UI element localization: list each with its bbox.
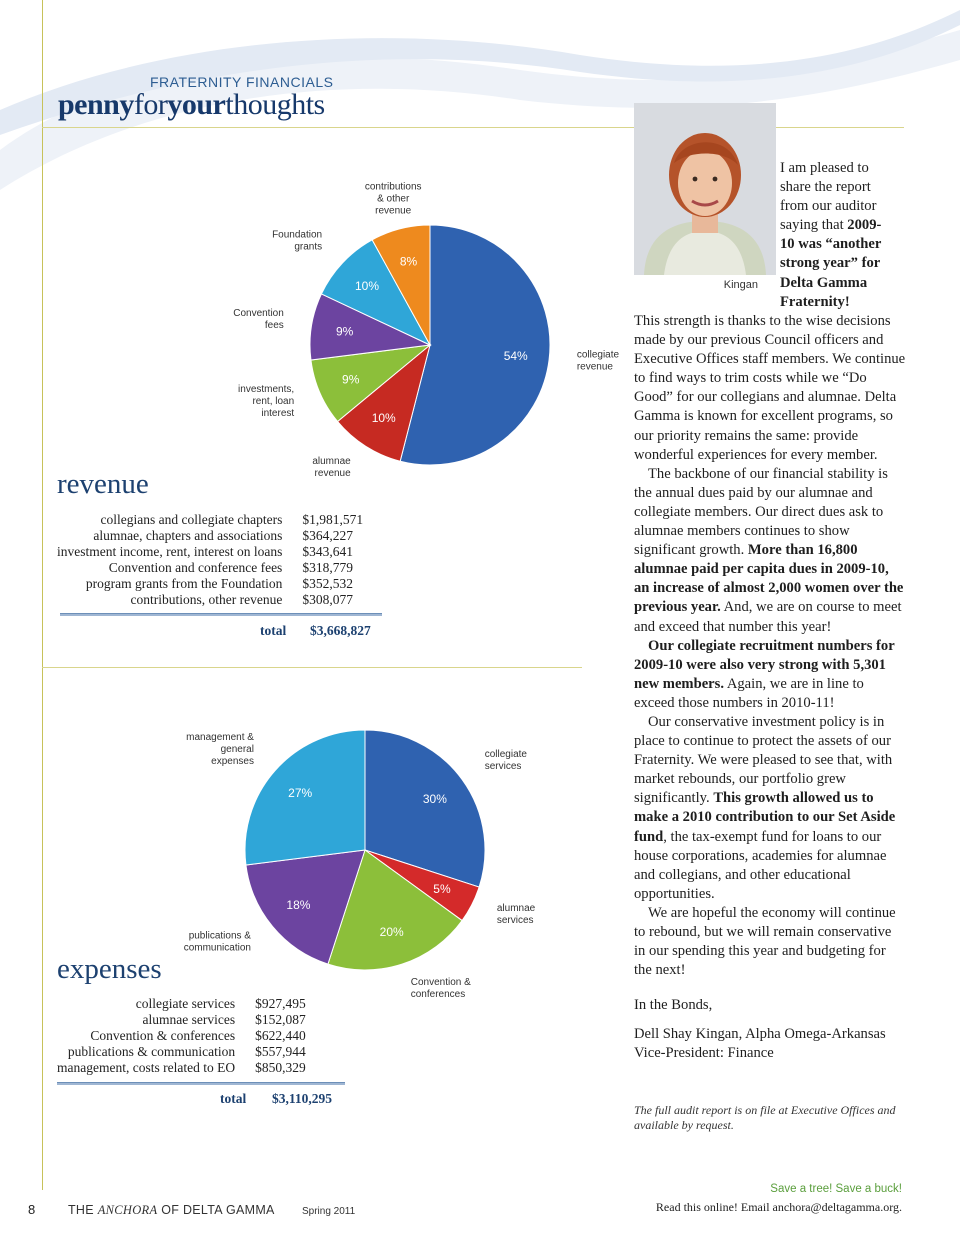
row-value: $364,227 <box>302 528 353 543</box>
letter-paragraph-1: This strength is thanks to the wise decisions made by our previous Council officers and Executive Offices staff members. We continue to find ways to trim costs while we “Do Good” for our collegians and alumnae. Delta Gamma is known for excellent programs, so our priority remains the same: provide wonderful experiences for every member. <box>634 313 906 463</box>
slice-category-label: contributions & other revenue <box>364 181 422 217</box>
revenue-pie-chart <box>200 181 620 495</box>
slice-percent-label: 10% <box>371 410 396 425</box>
audit-note: The full audit report is on file at Executive Offices and available by request. <box>634 1103 896 1132</box>
letter-intro: I am pleased to share the report from our auditor saying that 2009- 10 was “another strong year” for Delta Gamma Fraternity! <box>780 160 882 310</box>
revenue-heading: revenue <box>57 468 149 500</box>
slice-category-label: investments, rent, loan interest <box>238 383 295 419</box>
slice-percent-label: 8% <box>399 254 418 269</box>
section-kicker: FRATERNITY FINANCIALS <box>150 74 334 90</box>
letter-paragraph-2: The backbone of our financial stability is the annual dues paid by our alumnae and collegiate members. Our direct dues ask to alumnae members continues to show significant growth. More than 16,800 alumnae paid per capita dues in 2009-10, an increase of almost 2,000 women over the previous year. And, we are on course to meet and exceed that number this year! <box>634 465 904 635</box>
row-label: Convention and conference fees <box>108 560 283 575</box>
slice-category-label: alumnae revenue <box>312 455 351 479</box>
revenue-pie-svg <box>200 181 620 495</box>
table-row <box>57 996 306 1012</box>
page-title: pennyforyourthoughts <box>58 88 325 121</box>
row-label: management, costs related to EO <box>57 1060 236 1075</box>
slice-category-label: Foundation grants <box>272 229 323 253</box>
revenue-rule <box>60 613 382 616</box>
slice-percent-label: 27% <box>288 785 313 800</box>
slice-category-label: Convention & conferences <box>410 976 471 1000</box>
row-label: collegians and collegiate chapters <box>100 512 283 527</box>
row-label: alumnae services <box>142 1012 236 1027</box>
expenses-total-value: $3,110,295 <box>272 1091 333 1106</box>
read-online-link[interactable]: Read this online! Email anchora@deltagamma.org. <box>655 1200 902 1214</box>
row-value: $308,077 <box>302 592 353 607</box>
slice-category-label: alumnae services <box>496 903 536 927</box>
row-value: $343,641 <box>302 544 353 559</box>
page-number: 8 <box>28 1202 36 1217</box>
author-photo <box>634 103 776 275</box>
slice-percent-label: 9% <box>342 372 360 387</box>
expenses-table <box>57 996 306 1076</box>
slice-category-label: Convention fees <box>233 307 284 331</box>
row-label: alumnae, chapters and associations <box>93 528 283 543</box>
slice-category-label: collegiate revenue <box>576 349 620 373</box>
slice-percent-label: 18% <box>286 898 311 913</box>
letter-paragraph-3: Our collegiate recruitment numbers for 2009-10 were also very strong with 5,301 new members. Again, we are in line to exceed those numbers in 2010-11! <box>634 637 895 711</box>
row-value: $318,779 <box>302 560 353 575</box>
table-row <box>57 528 363 544</box>
issue-date: Spring 2011 <box>302 1206 356 1217</box>
portrait-illustration <box>634 103 776 275</box>
expenses-pie-svg <box>160 700 590 1000</box>
letter-paragraph-5: We are hopeful the economy will continue to rebound, but we will remain conservative in our spending this year and budgeting for the next! <box>634 904 896 979</box>
table-row <box>57 544 363 560</box>
slice-percent-label: 54% <box>503 348 528 363</box>
slice-category-label: collegiate services <box>484 749 528 773</box>
row-value: $1,981,571 <box>302 512 364 527</box>
table-row <box>57 512 363 528</box>
row-label: Convention & conferences <box>90 1028 236 1043</box>
revenue-total-value: $3,668,827 <box>310 623 371 638</box>
save-tree-slogan: Save a tree! Save a buck! <box>770 1183 902 1195</box>
letter-closing: In the Bonds, <box>634 997 713 1014</box>
photo-caption: Kingan <box>723 279 758 291</box>
row-value: $152,087 <box>255 1012 306 1027</box>
row-label: investment income, rent, interest on loans <box>57 544 283 559</box>
slice-percent-label: 10% <box>355 278 380 293</box>
publication-name: THE ANCHORA OF DELTA GAMMA <box>68 1203 275 1217</box>
signature-title: Vice-President: Finance <box>634 1045 774 1062</box>
row-value: $352,532 <box>302 576 353 591</box>
margin-rule <box>42 0 43 1190</box>
row-label: collegiate services <box>135 996 236 1011</box>
table-row <box>57 1060 306 1076</box>
table-row <box>57 1044 306 1060</box>
row-label: contributions, other revenue <box>130 592 283 607</box>
table-row <box>57 560 363 576</box>
revenue-table <box>57 512 363 608</box>
table-row <box>57 1012 306 1028</box>
table-row <box>57 1028 306 1044</box>
signature-name: Dell Shay Kingan, Alpha Omega-Arkansas <box>634 1026 886 1043</box>
table-row <box>57 576 363 592</box>
revenue-total-label: total <box>260 623 287 638</box>
row-value: $557,944 <box>255 1044 306 1059</box>
expenses-rule <box>57 1082 345 1085</box>
slice-percent-label: 20% <box>379 925 404 940</box>
row-value: $927,495 <box>255 996 306 1011</box>
row-value: $850,329 <box>255 1060 306 1075</box>
slice-percent-label: 5% <box>433 882 451 897</box>
slice-category-label: publications & communication <box>183 930 251 954</box>
expenses-heading: expenses <box>57 953 162 985</box>
expenses-pie-chart <box>160 700 590 1000</box>
section-divider <box>42 667 582 668</box>
slice-percent-label: 30% <box>422 792 447 807</box>
row-label: program grants from the Foundation <box>85 576 283 591</box>
slice-category-label: management & general expenses <box>186 732 254 768</box>
letter-paragraph-4: Our conservative investment policy is in place to continue to protect the assets of our Fraternity. We were pleased to see that, with market rebounds, our portfolio grew significantly. This growth allowed us to make a 2010 contribution to our Set Aside fund, the tax-exempt fund for loans to our house corporations, academies for alumnae and collegians, and other educational opportunities. <box>634 713 896 902</box>
expenses-total-label: total <box>220 1091 247 1106</box>
slice-percent-label: 9% <box>335 324 354 339</box>
row-label: publications & communication <box>67 1044 236 1059</box>
table-row <box>57 592 363 608</box>
letter-body <box>634 312 906 1064</box>
row-value: $622,440 <box>255 1028 306 1043</box>
